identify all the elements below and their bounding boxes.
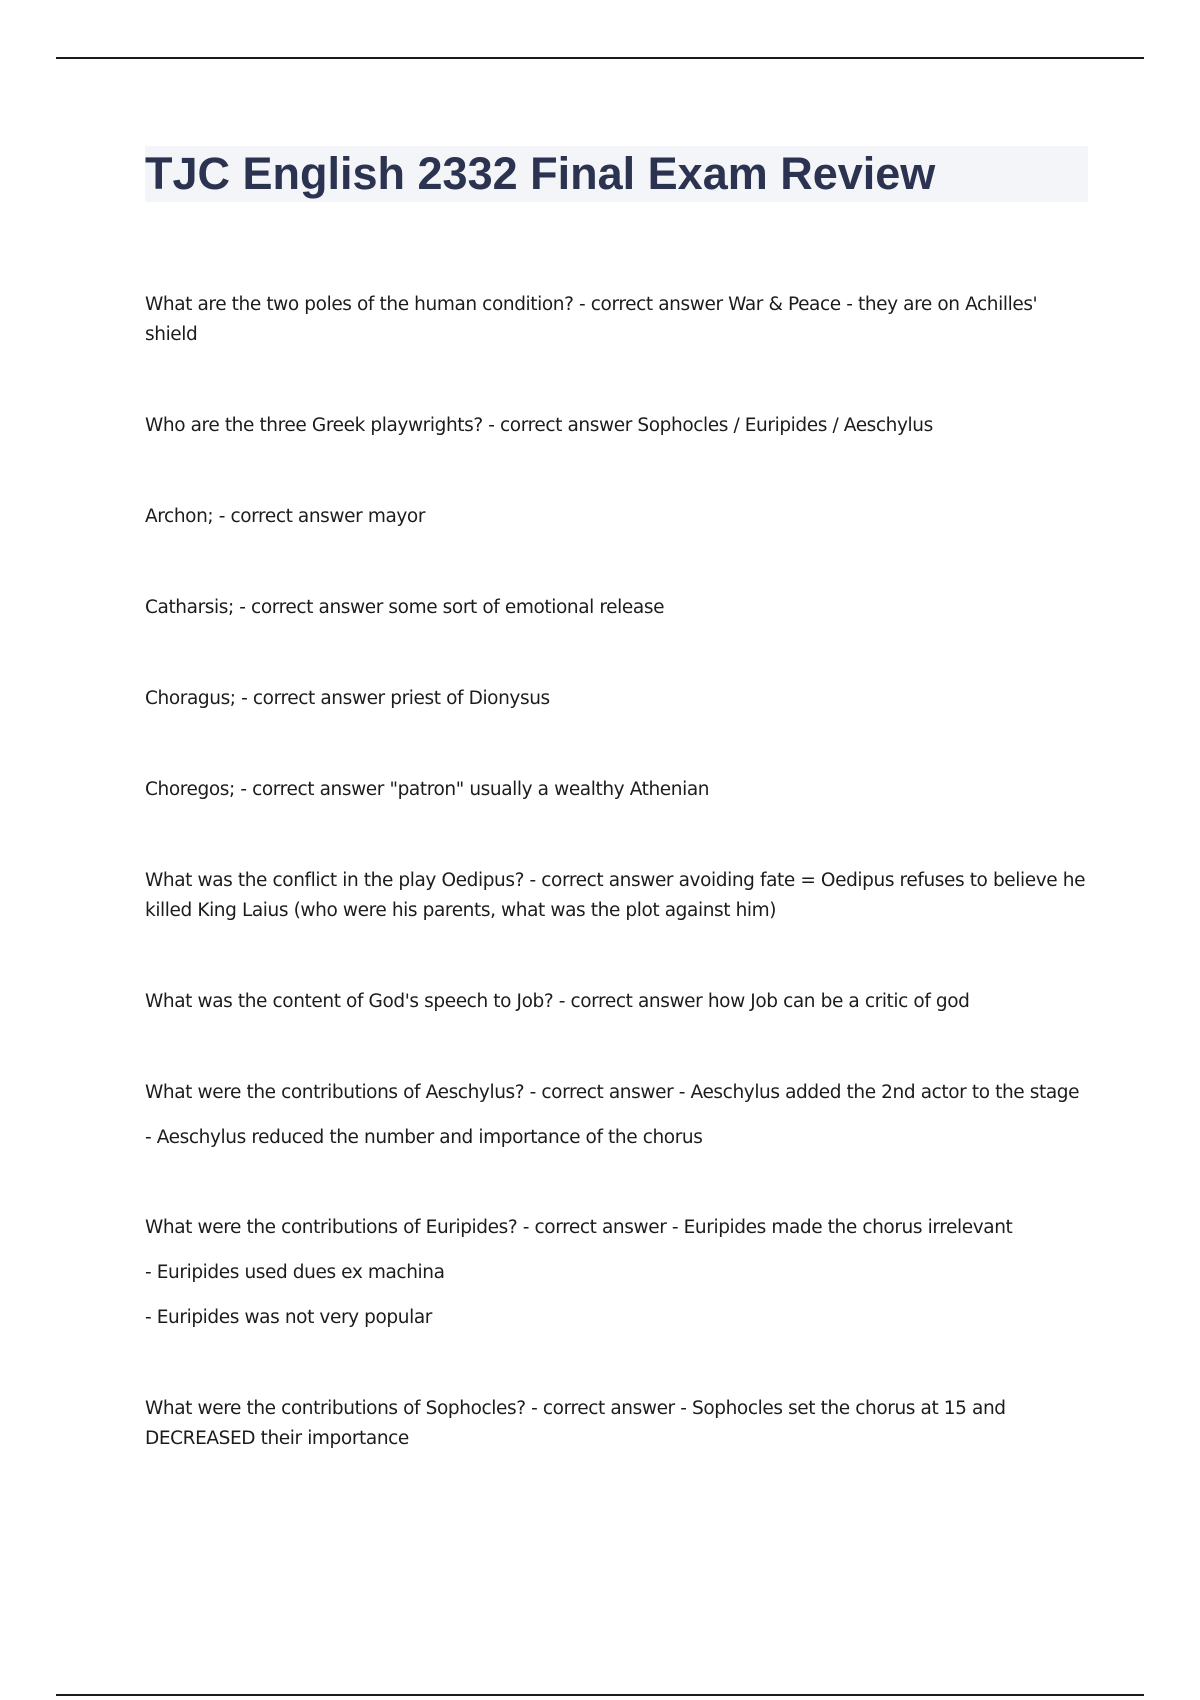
qa-entry-text: Choragus; - correct answer priest of Dionysus bbox=[145, 688, 550, 709]
qa-entry bbox=[145, 290, 1095, 350]
qa-entry-text: What was the conflict in the play Oedipus? - correct answer avoiding fate = Oedipus refuses to believe he killed King Laius (who were his parents, what was the plot against him) bbox=[145, 870, 1086, 921]
qa-entry-text: What are the two poles of the human condition? - correct answer War & Peace - they are on Achilles' shield bbox=[145, 294, 1038, 345]
qa-entry-text: What was the content of God's speech to Job? - correct answer how Job can be a critic of god bbox=[145, 991, 970, 1012]
qa-entry bbox=[145, 1213, 1095, 1333]
qa-entry-text: Choregos; - correct answer "patron" usually a wealthy Athenian bbox=[145, 779, 710, 800]
page-title: TJC English 2332 Final Exam Review bbox=[145, 148, 936, 199]
qa-entry bbox=[145, 775, 1095, 805]
header-rule bbox=[56, 57, 1144, 59]
qa-entry bbox=[145, 866, 1095, 926]
qa-entry-text: Archon; - correct answer mayor bbox=[145, 506, 426, 527]
qa-entry-text: What were the contributions of Euripides? - correct answer - Euripides made the chorus irrelevant bbox=[145, 1217, 1013, 1238]
qa-entry bbox=[145, 502, 1095, 532]
qa-entry-text: What were the contributions of Sophocles? - correct answer - Sophocles set the chorus at 15 and DECREASED their importance bbox=[145, 1398, 1006, 1449]
qa-entry bbox=[145, 1394, 1095, 1454]
qa-entry bbox=[145, 987, 1095, 1017]
qa-entry-text: Who are the three Greek playwrights? - correct answer Sophocles / Euripides / Aeschylus bbox=[145, 415, 933, 436]
qa-entry-bullet: - Euripides used dues ex machina bbox=[145, 1262, 445, 1283]
qa-entry-text: Catharsis; - correct answer some sort of emotional release bbox=[145, 597, 665, 618]
qa-entry bbox=[145, 684, 1095, 714]
qa-entry-bullet: - Aeschylus reduced the number and importance of the chorus bbox=[145, 1127, 703, 1148]
qa-entry-text: What were the contributions of Aeschylus? - correct answer - Aeschylus added the 2nd actor to the stage bbox=[145, 1082, 1080, 1103]
qa-entry bbox=[145, 1078, 1095, 1153]
footer-rule bbox=[56, 1694, 1144, 1696]
qa-entry-bullet: - Euripides was not very popular bbox=[145, 1307, 432, 1328]
qa-entry bbox=[145, 593, 1095, 623]
qa-entry bbox=[145, 411, 1095, 441]
